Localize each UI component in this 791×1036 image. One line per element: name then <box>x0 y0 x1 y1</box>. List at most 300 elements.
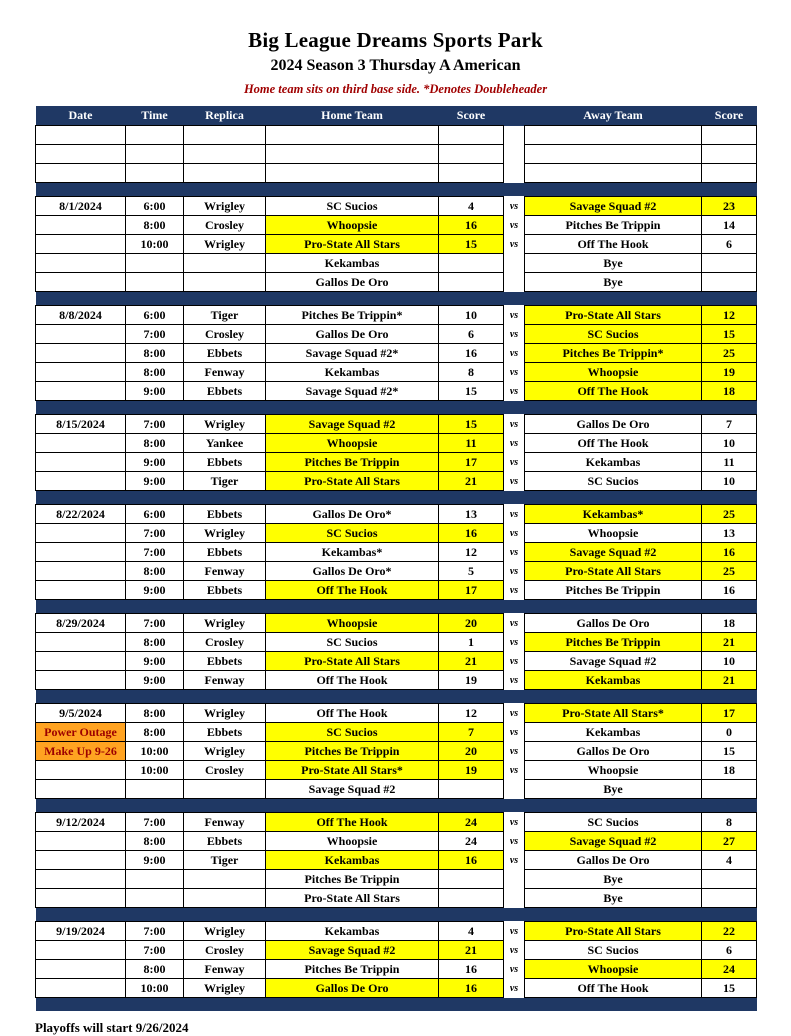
empty-row <box>36 145 757 164</box>
vs-cell: vs <box>509 674 519 686</box>
away-score-cell: 18 <box>702 761 757 780</box>
home-team-cell: SC Sucios <box>266 524 439 543</box>
home-score-cell <box>439 273 504 292</box>
vs-cell: vs <box>509 816 519 828</box>
time-cell: 9:00 <box>126 671 184 690</box>
away-team-cell: Bye <box>525 870 702 889</box>
replica-cell: Crosley <box>184 216 266 235</box>
bye-row <box>36 254 757 273</box>
home-score-cell: 12 <box>439 543 504 562</box>
separator-row <box>36 690 757 704</box>
date-cell <box>36 671 126 690</box>
replica-cell <box>184 126 266 145</box>
schedule-table <box>35 106 757 1011</box>
game-row <box>36 306 757 325</box>
time-cell: 8:00 <box>126 723 184 742</box>
replica-cell: Ebbets <box>184 543 266 562</box>
replica-cell: Wrigley <box>184 704 266 723</box>
vs-cell <box>504 126 525 145</box>
game-row <box>36 652 757 671</box>
away-score-cell: 15 <box>702 979 757 998</box>
date-cell <box>36 524 126 543</box>
date-cell <box>36 363 126 382</box>
home-score-cell: 6 <box>439 325 504 344</box>
home-score-cell: 16 <box>439 216 504 235</box>
game-row <box>36 922 757 941</box>
time-cell: 8:00 <box>126 344 184 363</box>
game-row <box>36 216 757 235</box>
empty-row <box>36 126 757 145</box>
home-score-cell: 21 <box>439 941 504 960</box>
away-score-cell <box>702 273 757 292</box>
home-team-cell: Pitches Be Trippin <box>266 960 439 979</box>
vs-cell: vs <box>509 854 519 866</box>
game-row <box>36 742 757 761</box>
time-cell <box>126 164 184 183</box>
home-team-cell: Gallos De Oro <box>266 273 439 292</box>
home-team-cell <box>266 145 439 164</box>
date-cell <box>36 543 126 562</box>
date-cell <box>36 344 126 363</box>
vs-cell: vs <box>509 617 519 629</box>
away-team-cell: Gallos De Oro <box>525 415 702 434</box>
away-team-cell: Savage Squad #2 <box>525 197 702 216</box>
separator-bar <box>36 908 757 922</box>
away-team-cell: Whoopsie <box>525 524 702 543</box>
away-team-cell: SC Sucios <box>525 472 702 491</box>
home-team-cell: Kekambas <box>266 254 439 273</box>
time-cell <box>126 254 184 273</box>
game-row <box>36 325 757 344</box>
vs-cell: vs <box>509 655 519 667</box>
away-score-cell: 4 <box>702 851 757 870</box>
away-score-cell: 16 <box>702 581 757 600</box>
home-score-cell <box>439 164 504 183</box>
game-row <box>36 434 757 453</box>
vs-cell: vs <box>509 366 519 378</box>
replica-cell: Fenway <box>184 813 266 832</box>
away-team-cell: Off The Hook <box>525 979 702 998</box>
date-cell <box>36 562 126 581</box>
time-cell <box>126 870 184 889</box>
time-cell: 7:00 <box>126 543 184 562</box>
home-score-cell: 15 <box>439 382 504 401</box>
home-team-cell: Pro-State All Stars <box>266 235 439 254</box>
separator-row <box>36 401 757 415</box>
away-team-cell: Kekambas* <box>525 505 702 524</box>
home-score-cell: 13 <box>439 505 504 524</box>
vs-cell: vs <box>509 238 519 250</box>
date-cell <box>36 960 126 979</box>
home-score-cell: 24 <box>439 832 504 851</box>
vs-cell: vs <box>509 418 519 430</box>
home-team-cell: Savage Squad #2* <box>266 344 439 363</box>
away-score-cell: 19 <box>702 363 757 382</box>
replica-cell: Tiger <box>184 851 266 870</box>
vs-cell <box>504 780 525 799</box>
date-cell <box>36 325 126 344</box>
vs-cell: vs <box>509 944 519 956</box>
vs-cell: vs <box>509 835 519 847</box>
home-score-cell: 4 <box>439 197 504 216</box>
separator-row <box>36 998 757 1012</box>
note-line: Home team sits on third base side. *Denotes Doubleheader <box>243 82 548 96</box>
time-cell: 10:00 <box>126 742 184 761</box>
vs-cell: vs <box>509 546 519 558</box>
schedule-header-row <box>36 106 757 126</box>
separator-bar <box>36 998 757 1012</box>
date-cell: Make Up 9-26 <box>36 742 126 761</box>
date-cell <box>36 126 126 145</box>
time-cell: 6:00 <box>126 197 184 216</box>
time-cell: 7:00 <box>126 813 184 832</box>
home-score-cell <box>439 254 504 273</box>
game-row <box>36 581 757 600</box>
game-row <box>36 813 757 832</box>
home-score-cell: 17 <box>439 581 504 600</box>
game-row <box>36 851 757 870</box>
home-team-cell <box>266 126 439 145</box>
vs-cell: vs <box>509 309 519 321</box>
time-cell: 7:00 <box>126 415 184 434</box>
home-score-cell: 21 <box>439 652 504 671</box>
replica-cell: Ebbets <box>184 505 266 524</box>
home-score-cell: 19 <box>439 761 504 780</box>
game-row <box>36 363 757 382</box>
away-score-cell: 10 <box>702 652 757 671</box>
away-score-cell <box>702 254 757 273</box>
away-score-cell: 27 <box>702 832 757 851</box>
column-header-home-team: Home Team <box>266 106 439 126</box>
game-row <box>36 415 757 434</box>
vs-cell: vs <box>509 963 519 975</box>
away-team-cell: SC Sucios <box>525 813 702 832</box>
home-team-cell: Kekambas* <box>266 543 439 562</box>
time-cell: 8:00 <box>126 704 184 723</box>
date-cell <box>36 164 126 183</box>
home-score-cell <box>439 126 504 145</box>
away-team-cell: Pro-State All Stars <box>525 922 702 941</box>
time-cell: 8:00 <box>126 960 184 979</box>
separator-bar <box>36 799 757 813</box>
time-cell: 8:00 <box>126 832 184 851</box>
replica-cell: Tiger <box>184 472 266 491</box>
away-score-cell: 15 <box>702 325 757 344</box>
time-cell: 7:00 <box>126 524 184 543</box>
date-cell: 8/22/2024 <box>36 505 126 524</box>
home-team-cell <box>266 164 439 183</box>
game-row <box>36 979 757 998</box>
vs-cell: vs <box>509 565 519 577</box>
time-cell: 8:00 <box>126 434 184 453</box>
away-team-cell: Pitches Be Trippin* <box>525 344 702 363</box>
home-team-cell: Savage Squad #2 <box>266 780 439 799</box>
home-team-cell: Pitches Be Trippin <box>266 453 439 472</box>
vs-cell: vs <box>509 745 519 757</box>
away-team-cell <box>525 145 702 164</box>
home-score-cell: 20 <box>439 742 504 761</box>
game-row <box>36 723 757 742</box>
replica-cell: Fenway <box>184 363 266 382</box>
away-score-cell: 6 <box>702 941 757 960</box>
time-cell <box>126 145 184 164</box>
date-cell <box>36 434 126 453</box>
time-cell: 10:00 <box>126 979 184 998</box>
separator-bar <box>36 600 757 614</box>
home-score-cell: 8 <box>439 363 504 382</box>
replica-cell: Yankee <box>184 434 266 453</box>
date-cell <box>36 216 126 235</box>
game-row <box>36 344 757 363</box>
time-cell: 8:00 <box>126 216 184 235</box>
away-team-cell: Gallos De Oro <box>525 742 702 761</box>
date-cell <box>36 382 126 401</box>
time-cell: 9:00 <box>126 472 184 491</box>
vs-cell: vs <box>509 636 519 648</box>
home-team-cell: Gallos De Oro <box>266 325 439 344</box>
away-team-cell: Gallos De Oro <box>525 614 702 633</box>
game-row <box>36 235 757 254</box>
game-row <box>36 633 757 652</box>
bye-row <box>36 889 757 908</box>
away-score-cell: 10 <box>702 434 757 453</box>
home-team-cell: Savage Squad #2 <box>266 415 439 434</box>
vs-column-header <box>504 106 525 126</box>
time-cell: 7:00 <box>126 325 184 344</box>
game-row <box>36 382 757 401</box>
empty-row <box>36 164 757 183</box>
away-score-cell <box>702 889 757 908</box>
time-cell: 8:00 <box>126 363 184 382</box>
separator-bar <box>36 690 757 704</box>
game-row <box>36 704 757 723</box>
game-row <box>36 543 757 562</box>
home-score-cell <box>439 780 504 799</box>
vs-cell: vs <box>509 508 519 520</box>
away-team-cell: Pro-State All Stars* <box>525 704 702 723</box>
away-team-cell: Pitches Be Trippin <box>525 633 702 652</box>
time-cell: 7:00 <box>126 922 184 941</box>
home-team-cell: Pitches Be Trippin* <box>266 306 439 325</box>
home-score-cell: 16 <box>439 524 504 543</box>
home-score-cell: 15 <box>439 235 504 254</box>
vs-cell: vs <box>509 726 519 738</box>
date-cell <box>36 472 126 491</box>
date-cell: 9/5/2024 <box>36 704 126 723</box>
home-team-cell: SC Sucios <box>266 197 439 216</box>
column-header-time: Time <box>126 106 184 126</box>
home-team-cell: Pro-State All Stars <box>266 472 439 491</box>
separator-bar <box>36 401 757 415</box>
away-score-cell: 11 <box>702 453 757 472</box>
away-score-cell: 25 <box>702 344 757 363</box>
replica-cell: Wrigley <box>184 742 266 761</box>
date-cell <box>36 235 126 254</box>
home-score-cell: 20 <box>439 614 504 633</box>
time-cell: 9:00 <box>126 453 184 472</box>
game-row <box>36 614 757 633</box>
vs-cell: vs <box>509 219 519 231</box>
home-team-cell: Kekambas <box>266 363 439 382</box>
replica-cell: Fenway <box>184 562 266 581</box>
time-cell <box>126 273 184 292</box>
game-row <box>36 524 757 543</box>
away-team-cell: Kekambas <box>525 671 702 690</box>
home-team-cell: Pitches Be Trippin <box>266 742 439 761</box>
away-team-cell: Bye <box>525 273 702 292</box>
vs-cell: vs <box>509 347 519 359</box>
away-team-cell: Pro-State All Stars <box>525 306 702 325</box>
time-cell <box>126 889 184 908</box>
separator-row <box>36 183 757 197</box>
away-score-cell: 12 <box>702 306 757 325</box>
away-score-cell: 7 <box>702 415 757 434</box>
time-cell: 9:00 <box>126 581 184 600</box>
date-cell <box>36 145 126 164</box>
away-team-cell <box>525 126 702 145</box>
replica-cell: Tiger <box>184 306 266 325</box>
away-team-cell: Whoopsie <box>525 363 702 382</box>
vs-cell <box>504 889 525 908</box>
home-team-cell: Pitches Be Trippin <box>266 870 439 889</box>
home-team-cell: Gallos De Oro* <box>266 562 439 581</box>
away-score-cell: 24 <box>702 960 757 979</box>
date-cell: 9/12/2024 <box>36 813 126 832</box>
bye-row <box>36 870 757 889</box>
column-header-score: Score <box>702 106 757 126</box>
away-score-cell <box>702 164 757 183</box>
separator-bar <box>36 183 757 197</box>
home-team-cell: Whoopsie <box>266 832 439 851</box>
away-team-cell <box>525 164 702 183</box>
page-subtitle: 2024 Season 3 Thursday A American <box>270 57 521 74</box>
replica-cell: Wrigley <box>184 197 266 216</box>
date-cell <box>36 254 126 273</box>
vs-cell: vs <box>509 437 519 449</box>
separator-row <box>36 292 757 306</box>
home-score-cell: 1 <box>439 633 504 652</box>
home-team-cell: Savage Squad #2 <box>266 941 439 960</box>
away-team-cell: Bye <box>525 889 702 908</box>
home-team-cell: Gallos De Oro <box>266 979 439 998</box>
page-title: Big League Dreams Sports Park <box>248 28 543 52</box>
away-score-cell: 16 <box>702 543 757 562</box>
vs-cell <box>504 164 525 183</box>
replica-cell <box>184 254 266 273</box>
time-cell: 9:00 <box>126 851 184 870</box>
replica-cell: Crosley <box>184 325 266 344</box>
home-team-cell: Whoopsie <box>266 614 439 633</box>
away-team-cell: Whoopsie <box>525 761 702 780</box>
date-cell <box>36 870 126 889</box>
away-team-cell: Savage Squad #2 <box>525 652 702 671</box>
bye-row <box>36 273 757 292</box>
replica-cell <box>184 164 266 183</box>
replica-cell: Wrigley <box>184 524 266 543</box>
away-score-cell: 25 <box>702 562 757 581</box>
home-score-cell: 19 <box>439 671 504 690</box>
away-score-cell: 8 <box>702 813 757 832</box>
vs-cell: vs <box>509 385 519 397</box>
replica-cell: Wrigley <box>184 235 266 254</box>
vs-cell <box>504 254 525 273</box>
time-cell: 7:00 <box>126 941 184 960</box>
playoffs-note: Playoffs will start 9/26/2024 <box>35 1020 189 1035</box>
home-score-cell: 15 <box>439 415 504 434</box>
replica-cell: Wrigley <box>184 614 266 633</box>
date-cell <box>36 780 126 799</box>
home-score-cell <box>439 145 504 164</box>
home-team-cell: Whoopsie <box>266 434 439 453</box>
vs-cell: vs <box>509 200 519 212</box>
away-score-cell: 18 <box>702 614 757 633</box>
replica-cell: Ebbets <box>184 581 266 600</box>
home-team-cell: Kekambas <box>266 851 439 870</box>
game-row <box>36 832 757 851</box>
away-score-cell: 14 <box>702 216 757 235</box>
home-team-cell: SC Sucios <box>266 723 439 742</box>
home-score-cell: 7 <box>439 723 504 742</box>
vs-cell <box>504 273 525 292</box>
game-row <box>36 505 757 524</box>
date-cell <box>36 889 126 908</box>
away-team-cell: Off The Hook <box>525 235 702 254</box>
away-score-cell: 6 <box>702 235 757 254</box>
time-cell: 7:00 <box>126 614 184 633</box>
away-team-cell: Off The Hook <box>525 434 702 453</box>
replica-cell <box>184 273 266 292</box>
away-team-cell: Bye <box>525 780 702 799</box>
date-cell <box>36 979 126 998</box>
replica-cell: Ebbets <box>184 453 266 472</box>
date-cell <box>36 453 126 472</box>
separator-bar <box>36 292 757 306</box>
away-team-cell: Pitches Be Trippin <box>525 581 702 600</box>
replica-cell <box>184 145 266 164</box>
away-score-cell: 21 <box>702 671 757 690</box>
vs-cell: vs <box>509 328 519 340</box>
vs-cell: vs <box>509 707 519 719</box>
replica-cell <box>184 870 266 889</box>
game-row <box>36 562 757 581</box>
replica-cell: Crosley <box>184 633 266 652</box>
home-score-cell: 5 <box>439 562 504 581</box>
away-score-cell <box>702 780 757 799</box>
vs-cell: vs <box>509 584 519 596</box>
game-row <box>36 453 757 472</box>
date-cell: 8/29/2024 <box>36 614 126 633</box>
home-team-cell: Gallos De Oro* <box>266 505 439 524</box>
separator-row <box>36 799 757 813</box>
away-team-cell: Gallos De Oro <box>525 851 702 870</box>
home-score-cell: 12 <box>439 704 504 723</box>
home-team-cell: Off The Hook <box>266 704 439 723</box>
home-score-cell: 4 <box>439 922 504 941</box>
date-cell <box>36 652 126 671</box>
away-score-cell <box>702 145 757 164</box>
game-row <box>36 941 757 960</box>
game-row <box>36 761 757 780</box>
replica-cell: Crosley <box>184 941 266 960</box>
time-cell <box>126 780 184 799</box>
time-cell: 8:00 <box>126 633 184 652</box>
separator-bar <box>36 491 757 505</box>
date-cell <box>36 581 126 600</box>
home-score-cell: 16 <box>439 960 504 979</box>
home-team-cell: Pro-State All Stars* <box>266 761 439 780</box>
replica-cell: Ebbets <box>184 723 266 742</box>
away-team-cell: Whoopsie <box>525 960 702 979</box>
